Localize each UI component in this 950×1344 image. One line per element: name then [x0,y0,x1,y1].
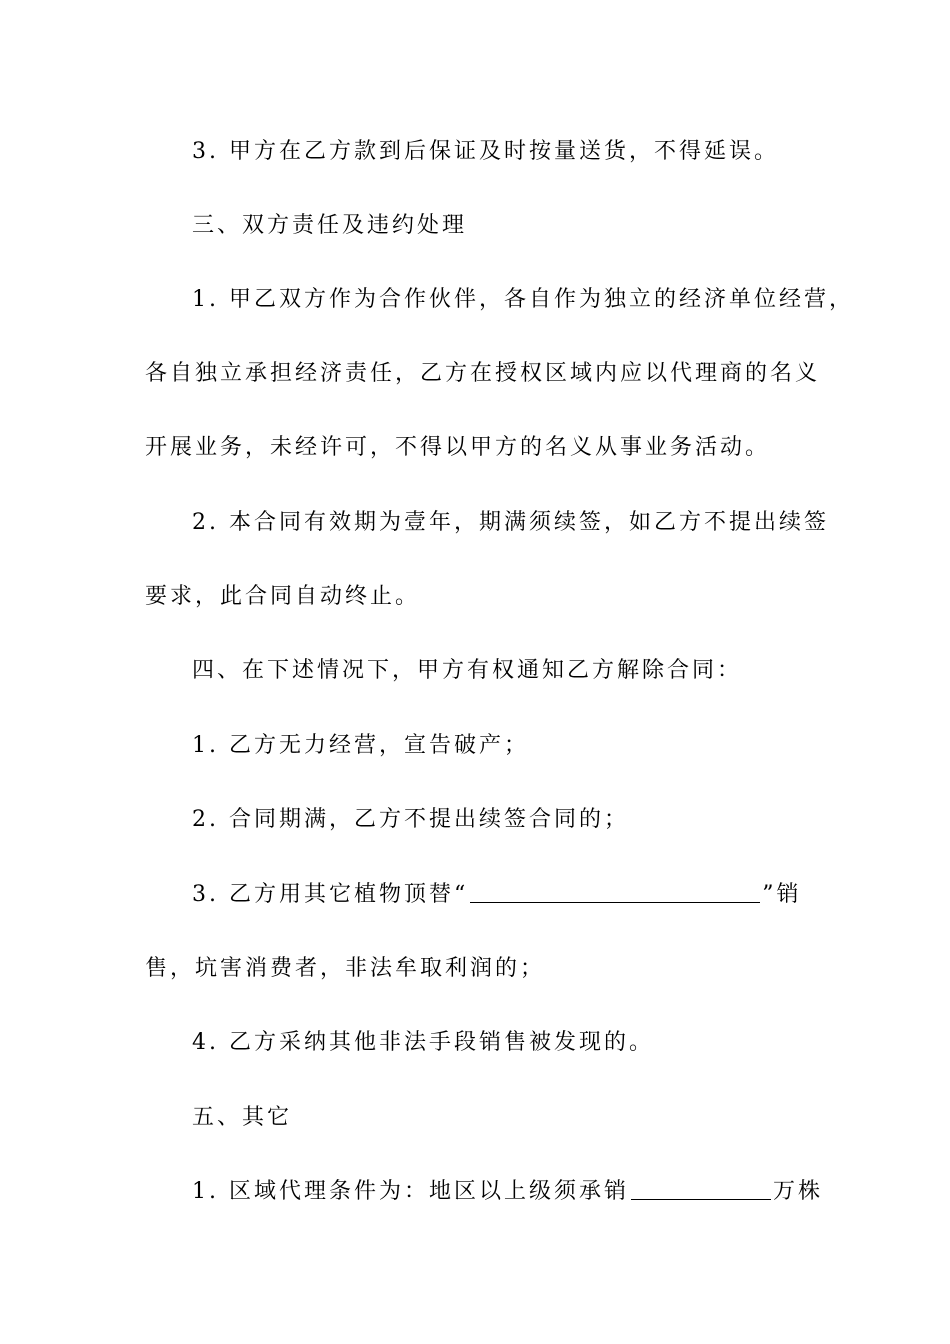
product-name-blank [470,884,760,903]
clause-2-term-line-1: 2. 本合同有效期为壹年，期满须续签，如乙方不提出续签 [192,510,829,535]
section-four-heading: 四、在下述情况下，甲方有权通知乙方解除合同： [192,658,743,683]
termination-item-3-line-2: 售，坑害消费者，非法牟取利润的； [145,956,546,981]
other-item-1-prefix: 1. 区域代理条件为：地区以上级须承销 [192,1179,629,1204]
termination-item-3-line-1 [192,880,862,910]
section-three-heading: 三、双方责任及违约处理 [192,213,468,238]
quantity-blank [631,1181,771,1200]
other-item-1-suffix: 万株 [773,1179,824,1204]
section-five-heading: 五、其它 [192,1105,293,1130]
other-item-1 [192,1177,862,1207]
clause-2-term-line-2: 要求，此合同自动终止。 [145,584,421,609]
termination-item-3-suffix: ”销 [762,882,802,907]
clause-1-partnership-line-3: 开展业务，未经许可，不得以甲方的名义从事业务活动。 [145,435,771,460]
clause-1-partnership-line-2: 各自独立承担经济责任，乙方在授权区域内应以代理商的名义 [145,361,821,386]
termination-item-3-prefix: 3. 乙方用其它植物顶替“ [192,882,469,907]
termination-item-2: 2. 合同期满，乙方不提出续签合同的； [192,807,629,832]
clause-1-partnership-line-1: 1. 甲乙双方作为合作伙伴，各自作为独立的经济单位经营， [192,287,854,312]
termination-item-4: 4. 乙方采纳其他非法手段销售被发现的。 [192,1030,654,1055]
clause-3-delivery: 3. 甲方在乙方款到后保证及时按量送货，不得延误。 [192,139,779,164]
termination-item-1: 1. 乙方无力经营，宣告破产； [192,733,529,758]
